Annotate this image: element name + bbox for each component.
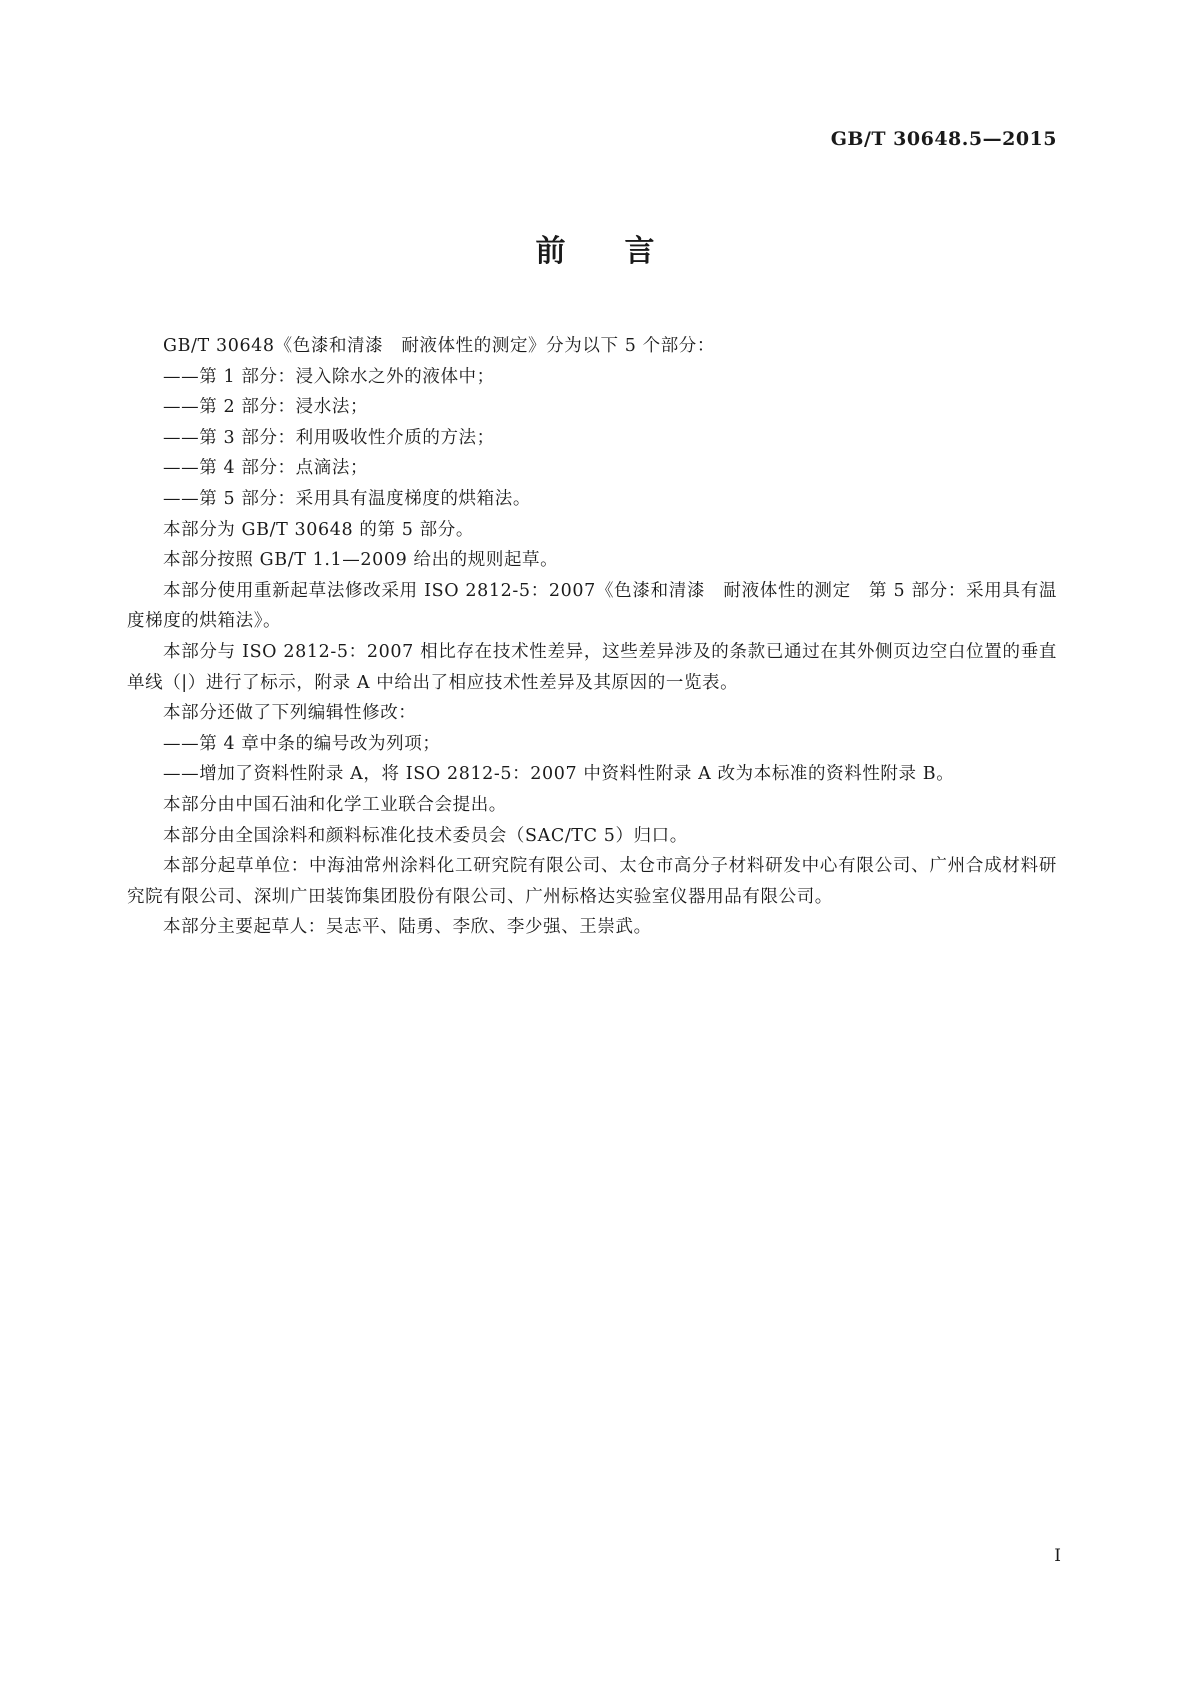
paragraph: 本部分主要起草人：吴志平、陆勇、李欣、李少强、王崇武。 <box>163 917 652 938</box>
paragraph: GB/T 30648《色漆和清漆 耐液体性的测定》分为以下 5 个部分： <box>163 336 715 356</box>
paragraph: 本部分起草单位：中海油常州涂料化工研究院有限公司、太仓市高分子材料研发中心有限公司、广州合成材料研究院有限公司、深圳广田装饰集团股份有限公司、广州标格达实验室仪器用品有限公司。 <box>127 856 1057 907</box>
title-char-2: 言 <box>624 234 656 269</box>
paragraph: 本部分使用重新起草法修改采用 ISO 2812-5：2007《色漆和清漆 耐液体性的测定 第 5 部分：采用具有温度梯度的烘箱法》。 <box>127 580 1057 632</box>
page-title <box>0 226 1191 270</box>
standard-code: GB/T 30648.5—2015 <box>830 128 1057 150</box>
list-item: ——第 3 部分：利用吸收性介质的方法； <box>163 427 495 448</box>
paragraph: 本部分还做了下列编辑性修改： <box>163 703 417 724</box>
list-item: ——第 5 部分：采用具有温度梯度的烘箱法。 <box>163 488 531 509</box>
list-item: ——第 2 部分：浸水法； <box>163 397 369 418</box>
page-number: I <box>1054 1546 1061 1566</box>
list-item: ——第 4 部分：点滴法； <box>163 458 369 479</box>
paragraph: 本部分为 GB/T 30648 的第 5 部分。 <box>163 519 474 540</box>
list-item: ——增加了资料性附录 A，将 ISO 2812-5：2007 中资料性附录 A 改为本标准的资料性附录 B。 <box>163 764 955 785</box>
foreword-body <box>127 331 1057 943</box>
list-item: ——第 4 章中条的编号改为列项； <box>163 733 441 754</box>
list-item: ——第 1 部分：浸入除水之外的液体中； <box>163 366 495 387</box>
paragraph: 本部分与 ISO 2812-5：2007 相比存在技术性差异，这些差异涉及的条款已通过在其外侧页边空白位置的垂直单线（|）进行了标示，附录 A 中给出了相应技术性差异及其原因的一览表。 <box>127 641 1057 693</box>
title-char-1: 前 <box>535 234 567 269</box>
paragraph: 本部分由中国石油和化学工业联合会提出。 <box>163 794 507 815</box>
paragraph: 本部分由全国涂料和颜料标准化技术委员会（SAC/TC 5）归口。 <box>163 825 688 846</box>
paragraph: 本部分按照 GB/T 1.1—2009 给出的规则起草。 <box>163 550 559 571</box>
